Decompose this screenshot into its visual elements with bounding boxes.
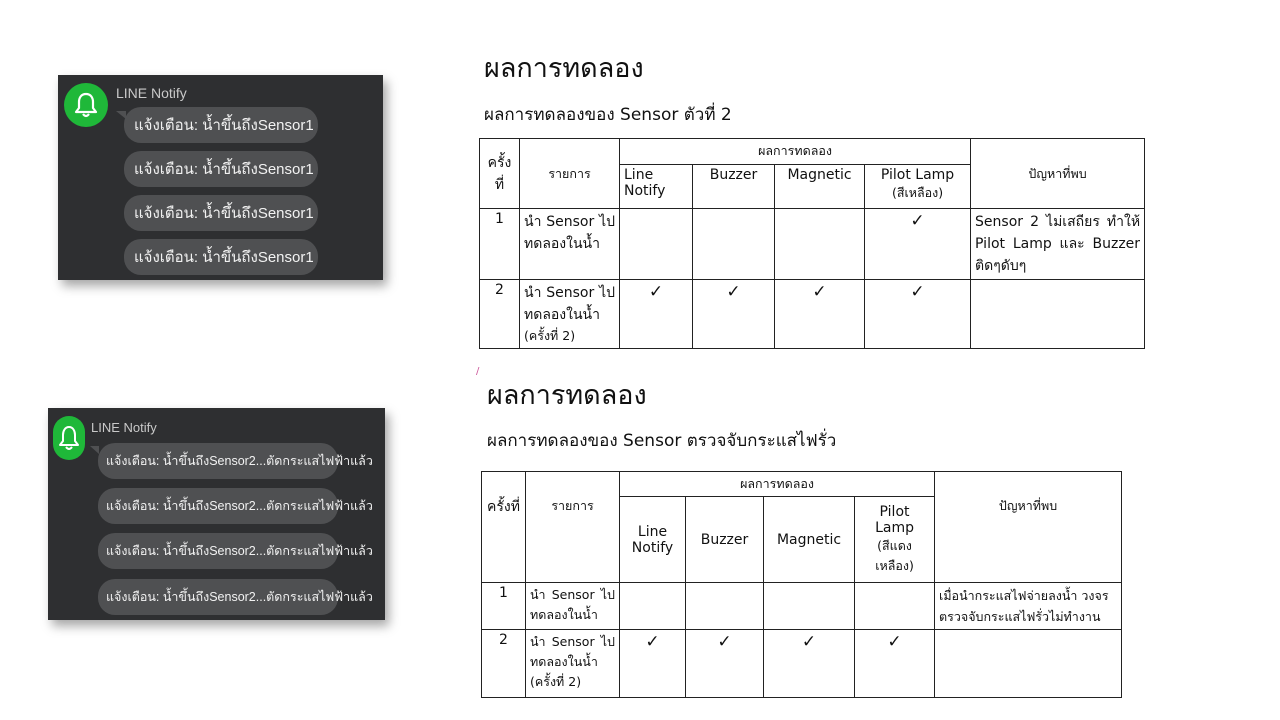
header-result: ผลการทดลอง — [620, 139, 971, 165]
row-problem — [935, 630, 1122, 698]
header-line-notify: Line Notify — [620, 165, 693, 209]
row-item: นำ Sensor ไปทดลองในน้ำ — [520, 209, 620, 280]
line-notify-check: ✓ — [620, 630, 686, 698]
row-item-cell — [526, 630, 620, 698]
line-notify-check: ✓ — [620, 280, 693, 349]
sender-name: LINE Notify — [91, 420, 157, 435]
table-row — [480, 280, 1145, 349]
bell-icon — [53, 416, 85, 460]
row-problem — [971, 280, 1145, 349]
line-notify-check — [620, 583, 686, 630]
header-pilot-lamp — [855, 497, 935, 583]
line-notify-panel-2 — [48, 408, 385, 620]
header-line-notify: Line Notify — [620, 497, 686, 583]
header-round: ครั้งที่ — [482, 472, 526, 583]
row-round: 2 — [480, 280, 520, 349]
header-buzzer: Buzzer — [686, 497, 764, 583]
magnetic-check: ✓ — [775, 280, 865, 349]
section-2-subtitle: ผลการทดลองของ Sensor ตรวจจับกระแสไฟรั่ว — [487, 431, 837, 451]
row-item-cell — [520, 280, 620, 349]
pilot-lamp-label: Pilot Lamp — [880, 167, 955, 183]
buzzer-check — [686, 583, 764, 630]
row-problem: Sensor 2 ไม่เสถียร ทำให้ Pilot Lamp และ Buzzer ติดๆดับๆ — [971, 209, 1145, 280]
message-bubble: แจ้งเตือน: น้ำขึ้นถึงSensor2...ตัดกระแสไฟฟ้าแล้ว — [98, 579, 338, 615]
pilot-lamp-check: ✓ — [865, 209, 971, 280]
results-table-2 — [481, 471, 1122, 698]
row-item: นำ Sensor ไปทดลองในน้ำ — [524, 285, 615, 323]
section-1-subtitle: ผลการทดลองของ Sensor ตัวที่ 2 — [484, 105, 732, 125]
message-bubble: แจ้งเตือน: น้ำขึ้นถึงSensor2...ตัดกระแสไฟฟ้าแล้ว — [98, 488, 338, 524]
row-round: 1 — [482, 583, 526, 630]
pilot-lamp-label: Pilot Lamp — [875, 503, 914, 536]
section-1-title: ผลการทดลอง — [484, 53, 644, 84]
table-row — [480, 209, 1145, 280]
magnetic-check: ✓ — [764, 630, 855, 698]
buzzer-check: ✓ — [693, 280, 775, 349]
header-buzzer: Buzzer — [693, 165, 775, 209]
pilot-lamp-color: (สีเหลือง) — [891, 185, 944, 200]
header-pilot-lamp — [865, 165, 971, 209]
pilot-lamp-check: ✓ — [865, 280, 971, 349]
magnetic-check — [775, 209, 865, 280]
bubble-tail — [90, 446, 99, 454]
message-bubble: แจ้งเตือน: น้ำขึ้นถึงSensor2...ตัดกระแสไฟฟ้าแล้ว — [98, 443, 338, 479]
header-round: ครั้งที่ — [480, 139, 520, 209]
header-problem: ปัญหาที่พบ — [971, 139, 1145, 209]
row-round: 1 — [480, 209, 520, 280]
header-result: ผลการทดลอง — [620, 472, 935, 497]
header-item: รายการ — [526, 472, 620, 583]
message-bubble: แจ้งเตือน: น้ำขึ้นถึงSensor2...ตัดกระแสไฟฟ้าแล้ว — [98, 533, 338, 569]
line-notify-check — [620, 209, 693, 280]
row-item-note: (ครั้งที่ 2) — [530, 674, 582, 689]
message-bubble: แจ้งเตือน: น้ำขึ้นถึงSensor1 — [124, 239, 318, 275]
results-table-1 — [479, 138, 1145, 349]
header-problem: ปัญหาที่พบ — [935, 472, 1122, 583]
pilot-lamp-color: (สีแดง เหลือง) — [875, 537, 914, 573]
magnetic-check — [764, 583, 855, 630]
table-row — [482, 583, 1122, 630]
buzzer-check — [693, 209, 775, 280]
row-problem: เมื่อนำกระแสไฟจ่ายลงน้ำ วงจรตรวจจับกระแสไฟรั่วไม่ทำงาน — [935, 583, 1122, 630]
header-item: รายการ — [520, 139, 620, 209]
bell-icon — [64, 83, 108, 127]
pilot-lamp-check: ✓ — [855, 630, 935, 698]
sender-name: LINE Notify — [116, 85, 187, 101]
row-item-note: (ครั้งที่ 2) — [524, 328, 576, 343]
row-item: นำ Sensor ไปทดลองในน้ำ — [530, 634, 615, 669]
pilot-lamp-check — [855, 583, 935, 630]
section-2-title: ผลการทดลอง — [487, 380, 647, 411]
message-bubble: แจ้งเตือน: น้ำขึ้นถึงSensor1 — [124, 151, 318, 187]
table-row — [482, 630, 1122, 698]
message-bubble: แจ้งเตือน: น้ำขึ้นถึงSensor1 — [124, 107, 318, 143]
row-round: 2 — [482, 630, 526, 698]
header-magnetic: Magnetic — [775, 165, 865, 209]
buzzer-check: ✓ — [686, 630, 764, 698]
row-item: นำ Sensor ไปทดลองในน้ำ — [526, 583, 620, 630]
line-notify-panel-1 — [58, 75, 383, 280]
message-bubble: แจ้งเตือน: น้ำขึ้นถึงSensor1 — [124, 195, 318, 231]
stray-mark: / — [476, 366, 480, 377]
header-magnetic: Magnetic — [764, 497, 855, 583]
